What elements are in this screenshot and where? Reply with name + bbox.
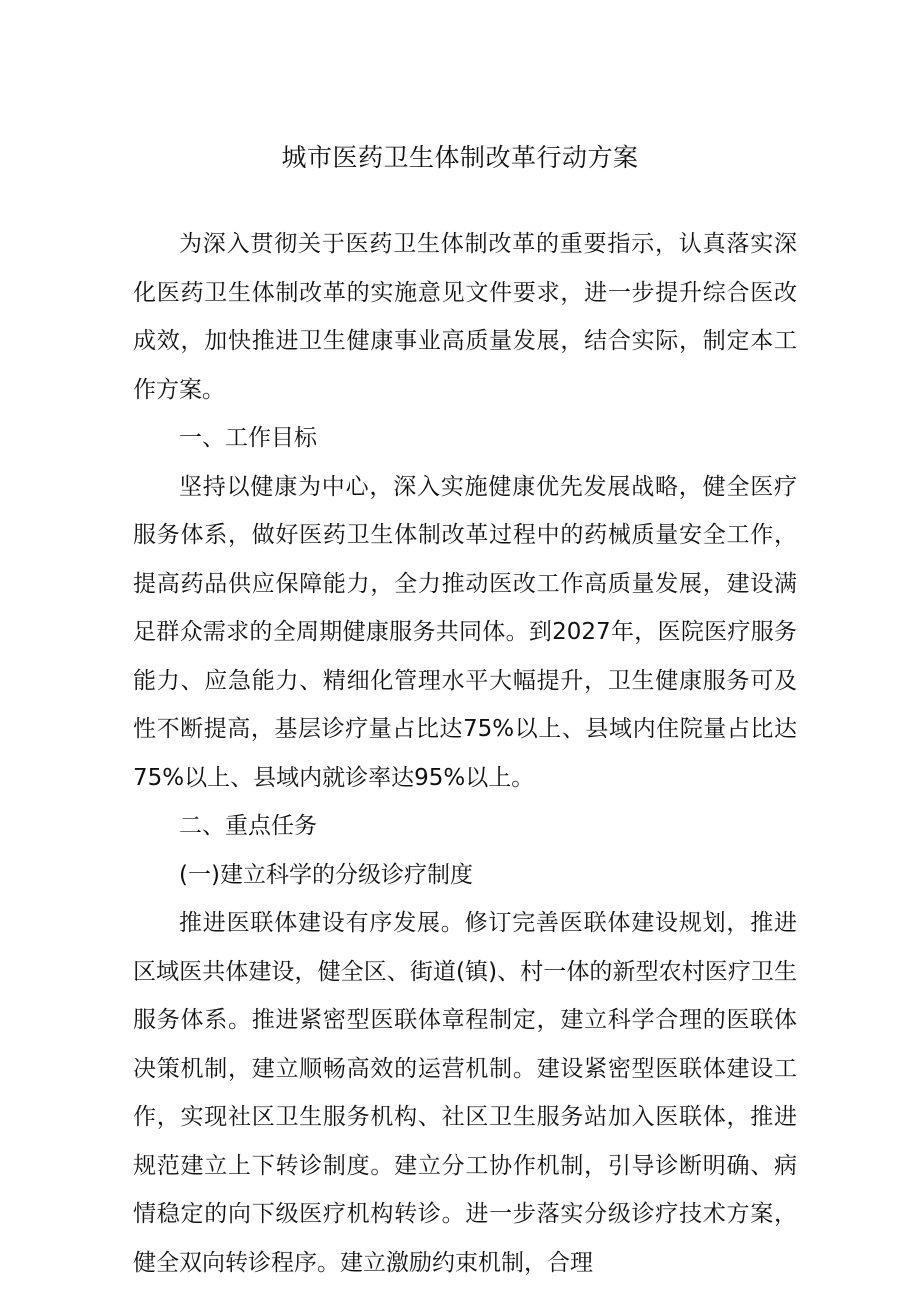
subsection-heading-tiered-care: (一)建立科学的分级诊疗制度	[179, 861, 473, 888]
document-title: 城市医药卫生体制改革行动方案	[281, 143, 639, 172]
section-heading-tasks: 二、重点任务	[179, 813, 317, 839]
document-body	[133, 220, 797, 1287]
intro-paragraph: 为深入贯彻关于医药卫生体制改革的重要指示，认真落实深化医药卫生体制改革的实施意见文件要求，进一步提升综合医改成效，加快推进卫生健康事业高质量发展，结合实际，制定本工作方案。	[133, 231, 797, 403]
tiered-care-paragraph: 推进医联体建设有序发展。修订完善医联体建设规划，推进区域医共体建设，健全区、街道(镇)、村一体的新型农村医疗卫生服务体系。推进紧密型医联体章程制定，建立科学合理的医联体决策机制，建立顺畅高效的运营机制。建设紧密型医联体建设工作，实现社区卫生服务机构、社区卫生服务站加入医联体，推进规范建立上下转诊制度。建立分工协作机制，引导诊断明确、病情稳定的向下级医疗机构转诊。进一步落实分级诊疗技术方案，健全双向转诊程序。建立激励约束机制，合理	[133, 910, 797, 1276]
goals-paragraph: 坚持以健康为中心，深入实施健康优先发展战略，健全医疗服务体系，做好医药卫生体制改革过程中的药械质量安全工作，提高药品供应保障能力，全力推动医改工作高质量发展，建设满足群众需求的全周期健康服务共同体。到2027年，医院医疗服务能力、应急能力、精细化管理水平大幅提升，卫生健康服务可及性不断提高，基层诊疗量占比达75%以上、县域内住院量占比达75%以上、县域内就诊率达95%以上。	[133, 473, 797, 791]
section-heading-goals: 一、工作目标	[179, 425, 317, 451]
